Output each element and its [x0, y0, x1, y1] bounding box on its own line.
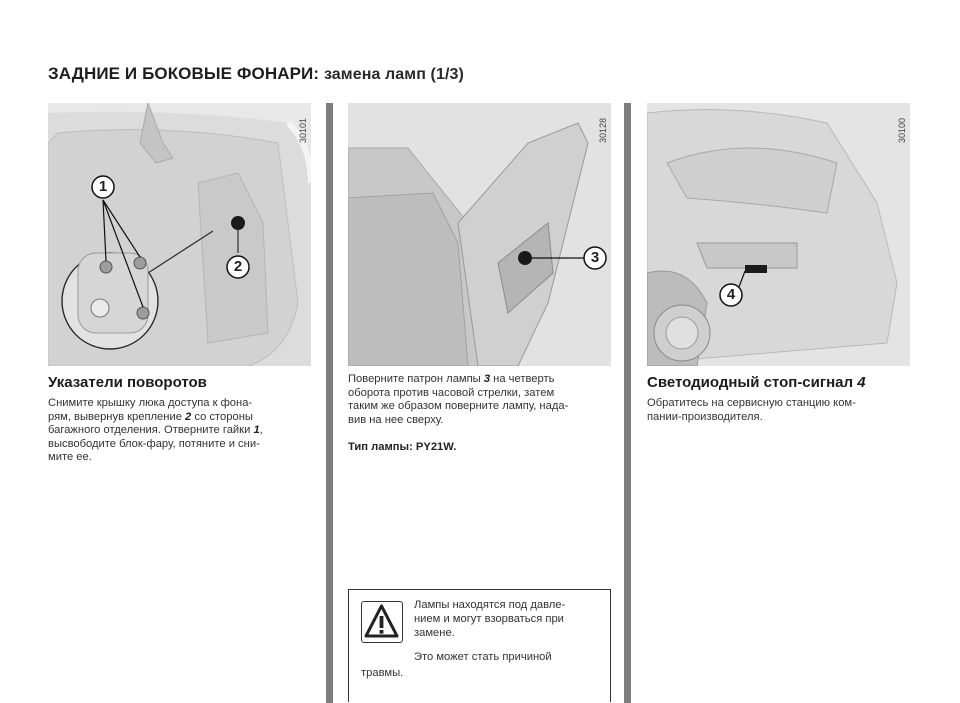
- warning-triangle-icon: [361, 601, 403, 643]
- callout-1: 1: [98, 178, 108, 195]
- text-line: пании-производителя.: [647, 410, 763, 423]
- figure-turn-signal: [48, 103, 311, 366]
- text-line: рям, вывернув крепление 2 со стороны: [48, 410, 253, 423]
- led-brake-text: [647, 397, 912, 424]
- text-line: мите ее.: [48, 451, 92, 464]
- bulb-socket-text: [348, 373, 613, 427]
- lamp-type: Тип лампы: PY21W.: [348, 441, 457, 453]
- column-separator: [624, 103, 631, 703]
- text-line: высвободите блок-фару, потяните и сни-: [48, 437, 260, 450]
- text-line: Снимите крышку люка доступа к фона-: [48, 397, 253, 409]
- trunk-illustration: [48, 103, 311, 366]
- page-title: [48, 64, 464, 84]
- warning-line: Лампы находятся под давле-: [414, 599, 566, 611]
- callout-2: 2: [233, 258, 243, 275]
- column-separator: [326, 103, 333, 703]
- warning-box: [348, 589, 611, 702]
- figure-led-brake: [647, 103, 910, 366]
- text-line: оборота против часовой стрелки, затем: [348, 386, 555, 399]
- warning-line: замене.: [414, 627, 455, 639]
- warning-line: травмы.: [361, 667, 404, 679]
- led-brake-heading: Светодиодный стоп-сигнал 4: [647, 374, 866, 391]
- turn-signal-heading: Указатели поворотов: [48, 374, 207, 391]
- page-title-rest: замена ламп (1/3): [323, 66, 464, 83]
- figure-ref-number: 30101: [298, 117, 308, 143]
- text-line: багажного отделения. Отверните гайки 1,: [48, 424, 263, 437]
- warning-line: нием и могут взорваться при: [414, 613, 564, 625]
- text-line: вив на нее сверху.: [348, 413, 444, 426]
- text-line: Обратитесь на сервисную станцию ком-: [647, 397, 856, 409]
- page-title-main: ЗАДНИЕ И БОКОВЫЕ ФОНАРИ:: [48, 64, 320, 83]
- warning-line: Это может стать причиной: [414, 651, 552, 663]
- figure-ref-number: 30100: [897, 117, 907, 143]
- figure-ref-number: 30128: [598, 117, 608, 143]
- car-rear-illustration: [647, 103, 910, 366]
- text-line: таким же образом поверните лампу, нада-: [348, 400, 569, 413]
- callout-3: 3: [590, 249, 600, 266]
- trunk-lid-illustration: [348, 103, 611, 366]
- figure-bulb-socket: [348, 103, 611, 366]
- turn-signal-text: [48, 397, 313, 465]
- callout-4: 4: [726, 286, 736, 303]
- text-line: Поверните патрон лампы 3 на четверть: [348, 373, 555, 385]
